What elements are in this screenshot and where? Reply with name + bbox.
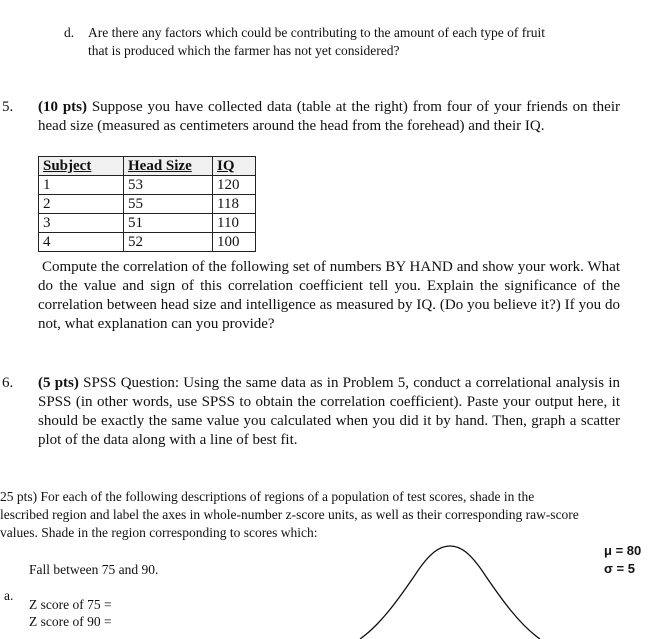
- cell-subject: 4: [39, 233, 124, 252]
- table-row: [39, 195, 256, 214]
- q5-intro-text: Suppose you have collected data (table at the right) from four of your friends on their head size (measured as centimeters around the head from the forehead) and their IQ.: [38, 99, 621, 134]
- q7-line2: lescribed region and label the axes in whole-number z-score units, as well as their corresponding raw-score: [0, 507, 579, 522]
- cell-subject: 3: [39, 214, 124, 233]
- q5-points: (10 pts): [38, 99, 87, 115]
- cell-head-size: 51: [124, 214, 213, 233]
- head-size-table: [38, 156, 256, 252]
- q6-points: (5 pts): [38, 375, 79, 391]
- table-row: [39, 233, 256, 252]
- q4d-line2: that is produced which the farmer has not yet considered?: [88, 43, 400, 58]
- q6-text: SPSS Question: Using the same data as in Problem 5, conduct a correlational analysis in SPSS (in other words, use SPSS to obtain the correlation coefficient). Paste your output here, it should be exactly the same value you calculated when you did it by hand. Then, graph a scatter plot of the data along with a line of best fit.: [38, 375, 620, 448]
- q6-number: 6.: [2, 375, 14, 391]
- cell-iq: 118: [213, 195, 256, 214]
- q7-line1: 25 pts) For each of the following descriptions of regions of a population of test scores, shade in the: [0, 489, 535, 504]
- table-row: [39, 176, 256, 195]
- q7a-prompt: Fall between 75 and 90.: [29, 562, 159, 577]
- cell-subject: 1: [39, 176, 124, 195]
- cell-head-size: 55: [124, 195, 213, 214]
- q5-body: Compute the correlation of the following set of numbers BY HAND and show your work. What do the value and sign of this correlation coefficient tell you. Explain the significance of the correlation between head size and intelligence as measured by IQ. (Do you believe it?) If you do not, what explanation can you provide?: [38, 259, 620, 332]
- bell-curve-line: [360, 546, 540, 639]
- q7a-marker: a.: [4, 588, 14, 603]
- cell-iq: 120: [213, 176, 256, 195]
- q7a-z90: Z score of 90 =: [29, 614, 112, 629]
- sigma-label: σ = 5: [604, 561, 635, 576]
- cell-iq: 100: [213, 233, 256, 252]
- cell-head-size: 53: [124, 176, 213, 195]
- q7a-z75: Z score of 75 =: [29, 597, 112, 612]
- mu-label: μ = 80: [604, 543, 642, 558]
- cell-subject: 2: [39, 195, 124, 214]
- col-header-head-size: Head Size: [124, 157, 213, 176]
- cell-iq: 110: [213, 214, 256, 233]
- q7-line3: values. Shade in the region corresponding to scores which:: [0, 525, 318, 540]
- table-row: [39, 214, 256, 233]
- table-header-row: [39, 157, 256, 176]
- q5-number: 5.: [2, 99, 14, 115]
- q5-intro: [38, 98, 620, 136]
- q4d-line1: Are there any factors which could be contributing to the amount of each type of fruit: [88, 25, 545, 40]
- q6-body: [38, 374, 620, 450]
- q4d-marker: d.: [64, 25, 75, 40]
- col-header-subject: Subject: [39, 157, 124, 176]
- normal-curve: [340, 540, 590, 639]
- col-header-iq: IQ: [213, 157, 256, 176]
- cell-head-size: 52: [124, 233, 213, 252]
